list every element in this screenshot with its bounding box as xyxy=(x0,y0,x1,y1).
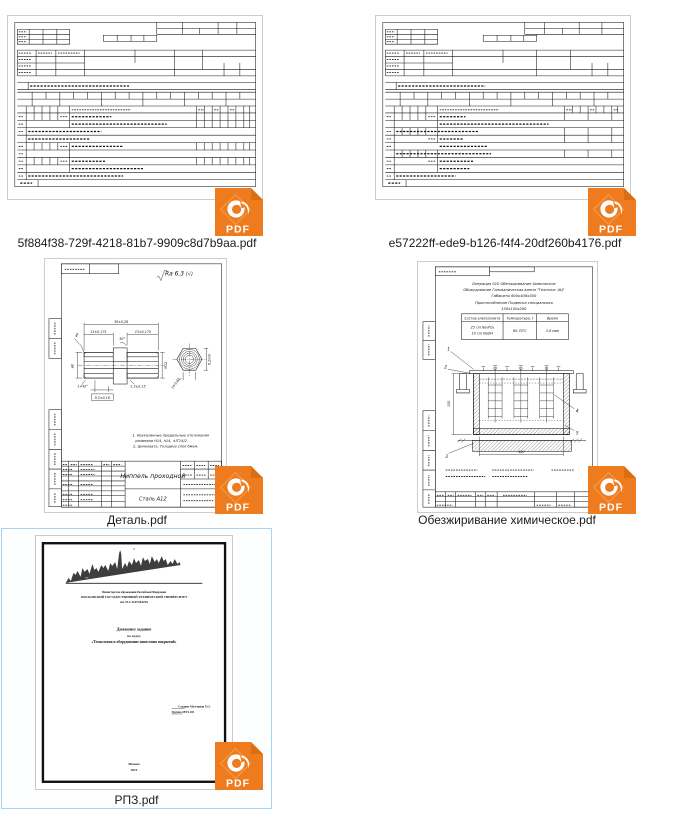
route-card-table xyxy=(8,16,262,199)
pdf-badge-label: PDF xyxy=(226,223,250,236)
dim-bath-height: 150 xyxy=(447,400,452,407)
file-name-degreasing[interactable]: Обезжиривание химическое.pdf xyxy=(418,513,596,527)
drawing-title: Ниппель проходной xyxy=(120,472,186,480)
callout-2: 2 xyxy=(444,365,448,371)
file-thumbnail-detail-drawing[interactable] xyxy=(44,258,227,513)
pdf-overlay-icon xyxy=(215,466,263,514)
pdf-overlay-icon xyxy=(215,742,263,790)
drawing-note-1: 1. Неуказанные предельные отклонения xyxy=(132,433,210,438)
dim-groove: 1,5±0,15 xyxy=(130,384,146,389)
dim-angle: 30° xyxy=(119,337,126,342)
pdf-overlay-icon xyxy=(588,466,636,514)
dim-across-flats: 14-0,43 xyxy=(170,377,181,390)
table-cell-composition-2: 10 г/л NaOH xyxy=(471,331,493,336)
part-drawing xyxy=(45,259,226,512)
university-line-2: им. Н.Э. БАУМАНА xyxy=(120,600,148,605)
file-thumbnail-degreasing-drawing[interactable] xyxy=(417,261,598,513)
operation-line-5: 150х150х200 xyxy=(501,306,527,311)
route-card-table xyxy=(376,16,630,199)
pdf-badge-label: PDF xyxy=(226,501,250,514)
dim-bath-width: 400 xyxy=(518,449,525,454)
table-header-composition: Состав электролита xyxy=(464,316,501,321)
table-cell-temperature: 60-70°С xyxy=(512,329,527,334)
page-number: 1 xyxy=(133,547,135,552)
course-title: «Технология и оборудование нанесения покрытий» xyxy=(91,640,177,645)
operation-line-2: Оборудование Гальваническая ванна "Технолог АЦ" xyxy=(463,288,565,293)
year-line: 2019 xyxy=(130,767,138,772)
callout-3: 3 xyxy=(445,455,449,461)
pdf-overlay-icon xyxy=(588,188,636,236)
work-title: Домашнее задание xyxy=(116,626,152,632)
dim-dia-small: ø4 xyxy=(74,332,80,338)
drawing-note-2: размеров Н14, h14, ±IT14/2. xyxy=(135,438,188,443)
operation-line-1: Операция 010 Обезжиривание Химическое xyxy=(472,282,556,287)
file-thumbnail-rpz-title-page[interactable] xyxy=(35,535,233,790)
group-line: Группа МТ3-101 xyxy=(171,709,195,714)
file-thumbnail-route-card-2[interactable] xyxy=(375,15,631,200)
pdf-badge-label: PDF xyxy=(599,501,623,514)
dim-right: 13±0,175 xyxy=(134,330,152,335)
dim-chamfer: 1×45° xyxy=(77,384,88,389)
table-header-time: Время xyxy=(546,316,559,321)
file-name-detail[interactable]: Деталь.pdf xyxy=(107,513,167,527)
table-cell-time: 3-8 мин xyxy=(545,329,560,334)
callout-4: 4 xyxy=(575,409,579,415)
dim-left: 13±0,175 xyxy=(90,330,107,335)
drawing-note-3: 2. Цинковать. Толщина слоя 6мкм. xyxy=(133,444,199,449)
callout-5: 5 xyxy=(575,431,579,437)
file-name-rpz[interactable]: РПЗ.pdf xyxy=(114,793,159,807)
dim-thread: М12 xyxy=(164,361,169,369)
pdf-badge-label: PDF xyxy=(599,223,623,236)
university-line: МОСКОВСКИЙ ГОСУДАРСТВЕННЫЙ ТЕХНИЧЕСКИЙ УНИВЕРСИТЕТ xyxy=(80,595,188,600)
operation-line-4: Приспособление Подвеска специальная xyxy=(475,300,553,305)
operation-line-3: Габариты 600х400х500 xyxy=(491,294,537,299)
callout-1: 1 xyxy=(447,347,451,353)
drawing-material: Сталь А12 xyxy=(138,496,167,503)
work-subtitle: по курсу xyxy=(127,633,141,638)
file-name-route-card-1[interactable]: 5f884f38-729f-4218-81b7-9909c8d7b9aa.pdf xyxy=(17,236,257,250)
roughness-suffix: (√) xyxy=(185,271,193,278)
student-line: Студент Молчанов Т.О. xyxy=(178,704,211,709)
dim-boxed: 9,5±0,18 xyxy=(94,395,110,400)
pdf-overlay-icon xyxy=(215,188,263,236)
file-thumbnail-route-card-1[interactable] xyxy=(7,15,263,200)
ministry-line: Министерство образования Российской Федерации xyxy=(101,591,167,595)
file-name-route-card-2[interactable]: e57222ff-ede9-b126-f4f4-20df260b4176.pdf xyxy=(388,236,622,250)
degreasing-operation-sketch xyxy=(418,262,597,512)
university-emblem-illustration xyxy=(66,550,203,583)
table-header-temperature: Температура, t xyxy=(506,316,534,321)
dim-hex-height: 6,2min xyxy=(207,353,212,365)
roughness-value: Ra 6.3 xyxy=(165,270,185,278)
table-cell-composition-1: 25 г/л Na₃PO₄ xyxy=(470,325,494,330)
dim-dia-left: ø8 xyxy=(70,364,75,369)
dim-overall: 30±0,26 xyxy=(114,320,129,325)
pdf-badge-label: PDF xyxy=(226,777,250,790)
title-page xyxy=(36,536,232,789)
city-line: Москва xyxy=(128,761,140,766)
